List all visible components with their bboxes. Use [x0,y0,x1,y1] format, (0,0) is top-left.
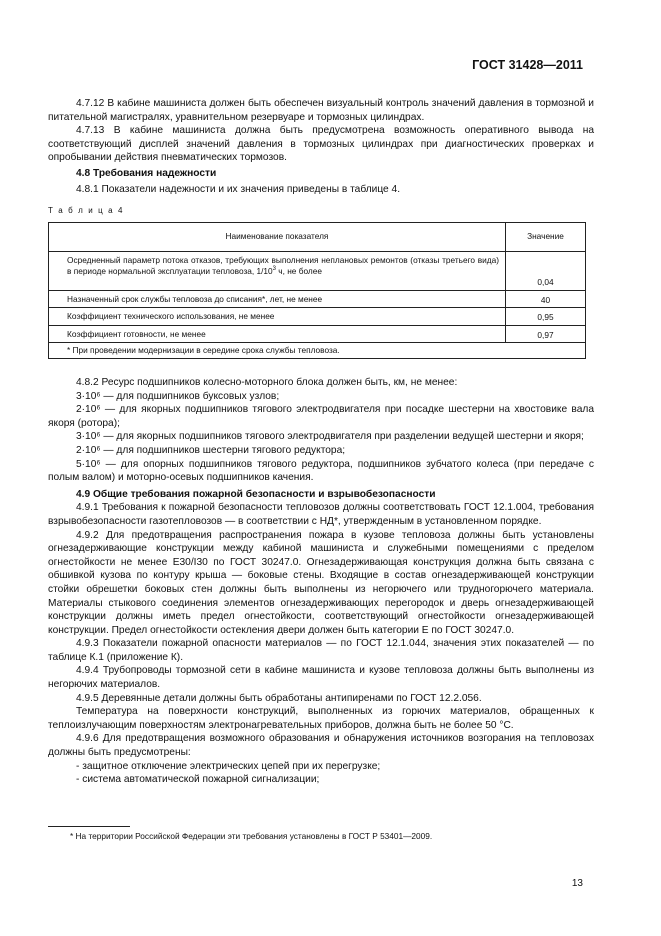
row-name-cell: Коэффициент технического использования, не менее [49,308,506,325]
list-item: - защитное отключение электрических цепей при их перегрузке; [76,760,594,774]
table-row [49,308,586,325]
heading-4-9: 4.9 Общие требования пожарной безопасности и взрывобезопасности [76,488,436,500]
paragraph-4-8-1: 4.8.1 Показатели надежности и их значения приведены в таблице 4. [76,183,401,195]
table-caption: Т а б л и ц а 4 [48,206,125,215]
row-value-cell: 0,95 [506,308,586,325]
paragraph-4-7-13: 4.7.13 В кабине машиниста должна быть предусмотрена возможность оперативного вывода на соответствующий дисплей значений давления в тормозных цилиндрах при диагностических проверках и опробывании действия пневматических тормозов. [48,125,594,164]
row-name-cell: Назначенный срок службы тепловоза до списания*, лет, не менее [49,290,506,307]
resource-item: 2·10⁶ — для подшипников шестерни тягового редуктора; [76,444,346,456]
paragraph-4-7-12: 4.7.12 В кабине машиниста должен быть обеспечен визуальный контроль значений давления в тормозной и питательной магистралях, уравнительном резервуаре и тормозных цилиндрах. [48,98,594,123]
resource-item: 5·10⁶ — для опорных подшипников тягового редуктора, подшипников зубчатого колеса (при передаче с полым валом) и моторно-осевых подшипников качения. [48,458,594,484]
table-note-row [49,343,586,359]
column-header-value: Значение [506,223,586,252]
measures-list [48,760,594,787]
paragraph-4-9-2: 4.9.2 Для предотвращения распространения пожара в кузове тепловоза должны быть установлены огнезадерживающие конструкции между кабиной машиниста и служебными помещениями с пределом огнестойкости не менее Е30/I30 по ГОСТ 30247.0. Огнезадерживающая конструкция должна быть связана с обшивкой кузова по контуру крыша — боковые стены. Входящие в состав огнезадерживающей конструкции стойки обрешетки боковых стен должны быть выполнены из негорючего или трудногорючего материала. Материалы стыкового соединения элементов огнезадерживающих перегородок и дверь огнезадерживающей конструкции должны иметь предел огнестойкости, соответствующий огнестойкости огнезадерживающей конструкции. Предел огнестойкости остекления двери должен быть категории Е по ГОСТ 30247.0. [48,529,594,636]
row-value-cell: 0,97 [506,325,586,342]
list-item: - система автоматической пожарной сигнализации; [76,773,594,787]
document-number: ГОСТ 31428—2011 [472,58,583,72]
paragraph-4-9-1: 4.9.1 Требования к пожарной безопасности тепловозов должны соответствовать ГОСТ 12.1.004, требования взрывобезопасности газотепловозов — в соответствии с НД*, утвержденным в установленном порядке. [48,502,594,527]
paragraph-4-8-2: 4.8.2 Ресурс подшипников колесно-моторного блока должен быть, км, не менее: [76,377,458,388]
resource-item: 3·10⁶ — для подшипников буксовых узлов; [76,390,280,402]
row-name-cell: Осредненный параметр потока отказов, требующих выполнения неплановых ремонтов (отказы третьего вида) в периоде нормальной эксплуатации тепловоза, $1/10^3$ ч, не более [49,252,506,291]
main-text-block [48,376,594,787]
paragraph-4-9-4: 4.9.4 Трубопроводы тормозной сети в кабине машиниста и кузове тепловоза должны быть выполнены из негорючих материалов. [48,665,594,691]
footnote-divider [48,826,130,827]
table-row [49,252,586,291]
paragraph-temperature: Температура на поверхности конструкций, выполненных из горючих материалов, обращенных к теплоизлучающим поверхностям электронагревательных приборов, должна быть не более 50 °С. [48,706,594,731]
page-number: 13 [571,878,583,889]
table-row [49,325,586,342]
table-row [49,290,586,307]
paragraph-4-9-6: 4.9.6 Для предотвращения возможного образования и обнаружения источников возгорания на тепловозах должны быть предусмотрены: [48,733,594,759]
footnote: * На территории Российской Федерации эти требования установлены в ГОСТ Р 53401—2009. [70,831,433,841]
resource-item: 2·10⁶ — для якорных подшипников тягового электродвигателя при посадке шестерни на хвостовике вала якоря (ротора); [48,404,594,429]
reliability-table [48,222,586,359]
paragraph-4-9-5: 4.9.5 Деревянные детали должны быть обработаны антипиренами по ГОСТ 12.2.056. [76,692,482,704]
row-name-cell: Коэффициент готовности, не менее [49,325,506,342]
top-text-block [48,97,594,196]
resource-item: 3·10⁶ — для якорных подшипников тягового электродвигателя при разделении ведущей шестерни и якоря; [76,431,584,443]
paragraph-4-9-3: 4.9.3 Показатели пожарной опасности материалов — по ГОСТ 12.1.044, значения этих показателей — по таблице К.1 (приложение К). [48,638,594,663]
row-value-cell: 0,04 [506,252,586,291]
table-header-row [49,223,586,252]
row-value-cell: 40 [506,290,586,307]
table-note: * При проведении модернизации в середине срока службы тепловоза. [49,343,586,359]
column-header-name: Наименование показателя [49,223,506,252]
heading-4-8: 4.8 Требования надежности [76,167,217,179]
